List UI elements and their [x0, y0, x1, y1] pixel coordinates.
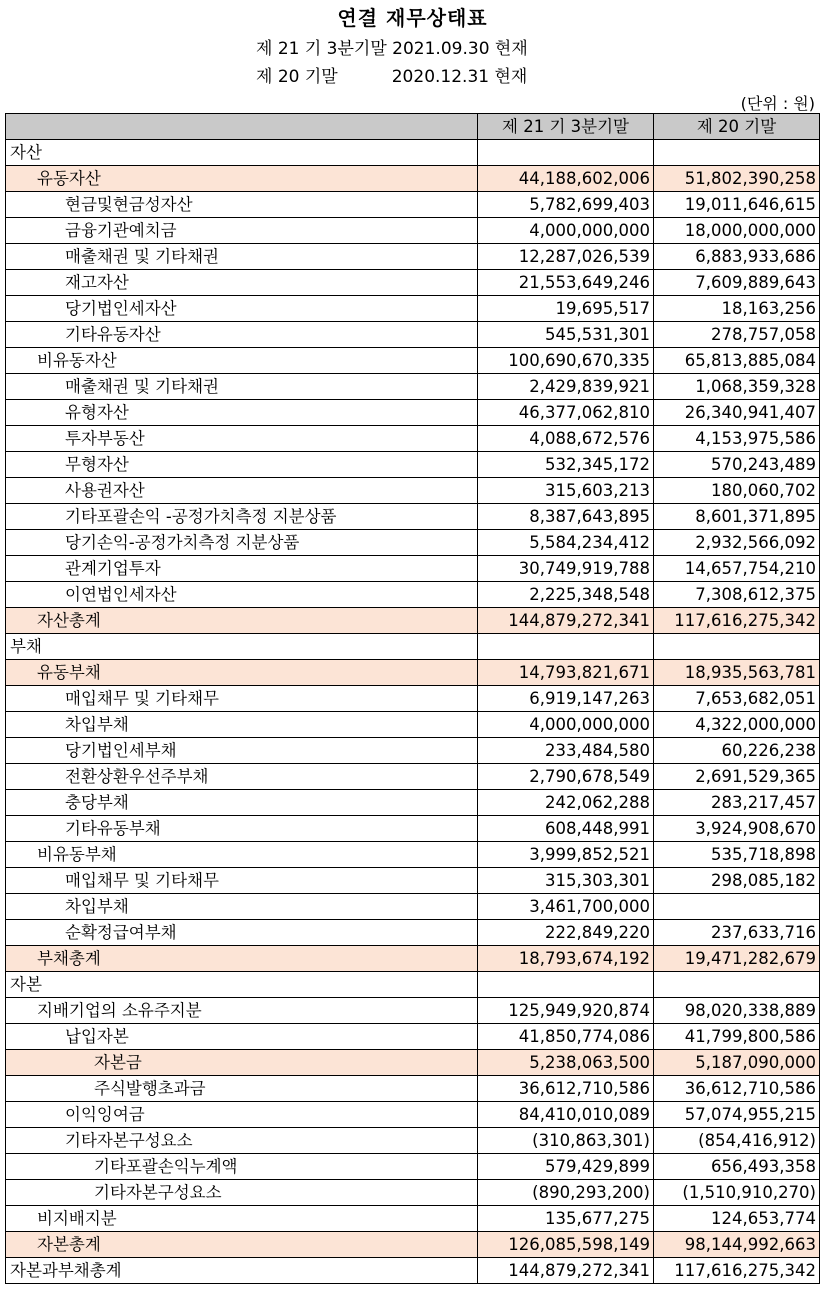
- table-row: [6, 1024, 820, 1050]
- current-period-value: 21,553,649,246: [478, 270, 654, 296]
- account-name: 자산: [6, 140, 478, 166]
- prior-period-value: [654, 894, 820, 920]
- current-period-value: 4,000,000,000: [478, 218, 654, 244]
- table-row: [6, 946, 820, 972]
- table-row: [6, 1076, 820, 1102]
- prior-period-value: 298,085,182: [654, 868, 820, 894]
- current-period-value: 12,287,026,539: [478, 244, 654, 270]
- prior-period-value: 98,020,338,889: [654, 998, 820, 1024]
- table-row: [6, 582, 820, 608]
- current-period-value: 315,303,301: [478, 868, 654, 894]
- prior-period-value: 18,000,000,000: [654, 218, 820, 244]
- table-row: [6, 556, 820, 582]
- account-name: 차입부채: [6, 712, 478, 738]
- account-name: 금융기관예치금: [6, 218, 478, 244]
- current-period-value: 144,879,272,341: [478, 1258, 654, 1284]
- account-name: 비유동자산: [6, 348, 478, 374]
- account-name: 차입부채: [6, 894, 478, 920]
- prior-period-value: 60,226,238: [654, 738, 820, 764]
- current-period-value: (310,863,301): [478, 1128, 654, 1154]
- statement-title: 연결 재무상태표: [337, 6, 488, 30]
- prior-period-value: 36,612,710,586: [654, 1076, 820, 1102]
- table-row: [6, 816, 820, 842]
- table-row: [6, 738, 820, 764]
- table-row: [6, 634, 820, 660]
- current-period-value: 2,429,839,921: [478, 374, 654, 400]
- current-period-value: 30,749,919,788: [478, 556, 654, 582]
- account-name: 현금및현금성자산: [6, 192, 478, 218]
- current-period-value: 315,603,213: [478, 478, 654, 504]
- current-period-value: [478, 140, 654, 166]
- account-name: 무형자산: [6, 452, 478, 478]
- account-name: 주식발행초과금: [6, 1076, 478, 1102]
- account-name: 비지배지분: [6, 1206, 478, 1232]
- current-period-value: 532,345,172: [478, 452, 654, 478]
- current-period-value: 545,531,301: [478, 322, 654, 348]
- prior-period-value: 5,187,090,000: [654, 1050, 820, 1076]
- prior-period-value: 19,011,646,615: [654, 192, 820, 218]
- prior-period-value: (1,510,910,270): [654, 1180, 820, 1206]
- prior-period-value: 65,813,885,084: [654, 348, 820, 374]
- account-name: 매출채권 및 기타채권: [6, 244, 478, 270]
- prior-period-value: 2,932,566,092: [654, 530, 820, 556]
- account-name: 납입자본: [6, 1024, 478, 1050]
- current-period-value: 2,225,348,548: [478, 582, 654, 608]
- table-row: [6, 1102, 820, 1128]
- current-period-value: 18,793,674,192: [478, 946, 654, 972]
- table-row: [6, 140, 820, 166]
- table-row: [6, 660, 820, 686]
- account-name: 투자부동산: [6, 426, 478, 452]
- account-name: 전환상환우선주부채: [6, 764, 478, 790]
- account-name: 기타자본구성요소: [6, 1180, 478, 1206]
- prior-period-value: 570,243,489: [654, 452, 820, 478]
- account-name: 매입채무 및 기타채무: [6, 868, 478, 894]
- prior-period-value: 57,074,955,215: [654, 1102, 820, 1128]
- account-name: 충당부채: [6, 790, 478, 816]
- account-name: 기타포괄손익 -공정가치측정 지분상품: [6, 504, 478, 530]
- current-period-value: 6,919,147,263: [478, 686, 654, 712]
- table-row: [6, 1050, 820, 1076]
- account-name: 순확정급여부채: [6, 920, 478, 946]
- account-name: 재고자산: [6, 270, 478, 296]
- header-account: [6, 114, 478, 140]
- prior-period-value: 656,493,358: [654, 1154, 820, 1180]
- account-name: 부채: [6, 634, 478, 660]
- account-name: 사용권자산: [6, 478, 478, 504]
- prior-period-value: 14,657,754,210: [654, 556, 820, 582]
- header-row: [6, 114, 820, 140]
- prior-period-value: 278,757,058: [654, 322, 820, 348]
- current-period-label: 제 21 기 3분기말 2021.09.30 현재: [256, 39, 528, 59]
- account-name: 기타유동부채: [6, 816, 478, 842]
- table-row: [6, 166, 820, 192]
- prior-period-label: 제 20 기말 2020.12.31 현재: [256, 67, 528, 87]
- prior-period-value: [654, 972, 820, 998]
- account-name: 비유동부채: [6, 842, 478, 868]
- table-row: [6, 920, 820, 946]
- table-row: [6, 686, 820, 712]
- prior-period-value: 8,601,371,895: [654, 504, 820, 530]
- current-period-value: 5,238,063,500: [478, 1050, 654, 1076]
- table-row: [6, 426, 820, 452]
- table-row: [6, 1128, 820, 1154]
- prior-period-value: 51,802,390,258: [654, 166, 820, 192]
- current-period-value: 3,999,852,521: [478, 842, 654, 868]
- current-period-value: 4,000,000,000: [478, 712, 654, 738]
- current-period-value: 84,410,010,089: [478, 1102, 654, 1128]
- prior-period-value: 535,718,898: [654, 842, 820, 868]
- current-period-value: 4,088,672,576: [478, 426, 654, 452]
- account-name: 매출채권 및 기타채권: [6, 374, 478, 400]
- account-name: 유형자산: [6, 400, 478, 426]
- table-row: [6, 452, 820, 478]
- prior-period-value: 18,935,563,781: [654, 660, 820, 686]
- current-period-value: 144,879,272,341: [478, 608, 654, 634]
- current-period-value: 2,790,678,549: [478, 764, 654, 790]
- table-row: [6, 608, 820, 634]
- account-name: 부채총계: [6, 946, 478, 972]
- table-row: [6, 504, 820, 530]
- prior-period-value: [654, 634, 820, 660]
- table-row: [6, 842, 820, 868]
- account-name: 기타자본구성요소: [6, 1128, 478, 1154]
- table-row: [6, 218, 820, 244]
- table-row: [6, 1206, 820, 1232]
- table-row: [6, 244, 820, 270]
- current-period-value: 14,793,821,671: [478, 660, 654, 686]
- table-row: [6, 998, 820, 1024]
- table-row: [6, 270, 820, 296]
- prior-period-value: 2,691,529,365: [654, 764, 820, 790]
- prior-period-value: 4,153,975,586: [654, 426, 820, 452]
- prior-period-value: 18,163,256: [654, 296, 820, 322]
- table-row: [6, 192, 820, 218]
- prior-period-value: 1,068,359,328: [654, 374, 820, 400]
- prior-period-value: 237,633,716: [654, 920, 820, 946]
- table-row: [6, 790, 820, 816]
- prior-period-value: 124,653,774: [654, 1206, 820, 1232]
- table-row: [6, 712, 820, 738]
- current-period-value: 608,448,991: [478, 816, 654, 842]
- account-name: 당기손익-공정가치측정 지분상품: [6, 530, 478, 556]
- prior-period-value: 6,883,933,686: [654, 244, 820, 270]
- account-name: 유동자산: [6, 166, 478, 192]
- prior-period-value: 117,616,275,342: [654, 1258, 820, 1284]
- unit-label: (단위 : 원): [740, 94, 815, 113]
- account-name: 이연법인세자산: [6, 582, 478, 608]
- prior-period-value: 98,144,992,663: [654, 1232, 820, 1258]
- account-name: 자본과부채총계: [6, 1258, 478, 1284]
- current-period-value: 125,949,920,874: [478, 998, 654, 1024]
- account-name: 당기법인세자산: [6, 296, 478, 322]
- account-name: 자본총계: [6, 1232, 478, 1258]
- prior-period-value: [654, 140, 820, 166]
- account-name: 매입채무 및 기타채무: [6, 686, 478, 712]
- table-row: [6, 1258, 820, 1284]
- table-row: [6, 894, 820, 920]
- current-period-value: 44,188,602,006: [478, 166, 654, 192]
- current-period-value: 5,584,234,412: [478, 530, 654, 556]
- table-row: [6, 1154, 820, 1180]
- prior-period-value: 4,322,000,000: [654, 712, 820, 738]
- table-row: [6, 322, 820, 348]
- table-row: [6, 374, 820, 400]
- current-period-value: 135,677,275: [478, 1206, 654, 1232]
- header-current-period: 제 21 기 3분기말: [478, 114, 654, 140]
- current-period-value: 242,062,288: [478, 790, 654, 816]
- table-row: [6, 972, 820, 998]
- account-name: 기타유동자산: [6, 322, 478, 348]
- account-name: 기타포괄손익누계액: [6, 1154, 478, 1180]
- table-row: [6, 1180, 820, 1206]
- account-name: 이익잉여금: [6, 1102, 478, 1128]
- current-period-value: 579,429,899: [478, 1154, 654, 1180]
- current-period-value: 126,085,598,149: [478, 1232, 654, 1258]
- current-period-value: 46,377,062,810: [478, 400, 654, 426]
- account-name: 지배기업의 소유주지분: [6, 998, 478, 1024]
- account-name: 자본: [6, 972, 478, 998]
- table-row: [6, 530, 820, 556]
- current-period-value: 8,387,643,895: [478, 504, 654, 530]
- prior-period-value: (854,416,912): [654, 1128, 820, 1154]
- prior-period-value: 7,308,612,375: [654, 582, 820, 608]
- table-row: [6, 478, 820, 504]
- table-row: [6, 1232, 820, 1258]
- current-period-value: [478, 972, 654, 998]
- current-period-value: 222,849,220: [478, 920, 654, 946]
- current-period-value: 36,612,710,586: [478, 1076, 654, 1102]
- prior-period-value: 7,653,682,051: [654, 686, 820, 712]
- prior-period-value: 283,217,457: [654, 790, 820, 816]
- header-prior-period: 제 20 기말: [654, 114, 820, 140]
- prior-period-value: 180,060,702: [654, 478, 820, 504]
- current-period-value: 19,695,517: [478, 296, 654, 322]
- current-period-value: 5,782,699,403: [478, 192, 654, 218]
- account-name: 자본금: [6, 1050, 478, 1076]
- current-period-value: 41,850,774,086: [478, 1024, 654, 1050]
- prior-period-value: 3,924,908,670: [654, 816, 820, 842]
- table-row: [6, 400, 820, 426]
- balance-sheet-table: [5, 113, 820, 1284]
- account-name: 유동부채: [6, 660, 478, 686]
- table-row: [6, 764, 820, 790]
- table-row: [6, 348, 820, 374]
- prior-period-value: 7,609,889,643: [654, 270, 820, 296]
- table-row: [6, 296, 820, 322]
- account-name: 자산총계: [6, 608, 478, 634]
- current-period-value: 100,690,670,335: [478, 348, 654, 374]
- prior-period-value: 26,340,941,407: [654, 400, 820, 426]
- prior-period-value: 19,471,282,679: [654, 946, 820, 972]
- account-name: 당기법인세부채: [6, 738, 478, 764]
- account-name: 관계기업투자: [6, 556, 478, 582]
- current-period-value: 3,461,700,000: [478, 894, 654, 920]
- current-period-value: 233,484,580: [478, 738, 654, 764]
- current-period-value: [478, 634, 654, 660]
- prior-period-value: 117,616,275,342: [654, 608, 820, 634]
- table-row: [6, 868, 820, 894]
- prior-period-value: 41,799,800,586: [654, 1024, 820, 1050]
- current-period-value: (890,293,200): [478, 1180, 654, 1206]
